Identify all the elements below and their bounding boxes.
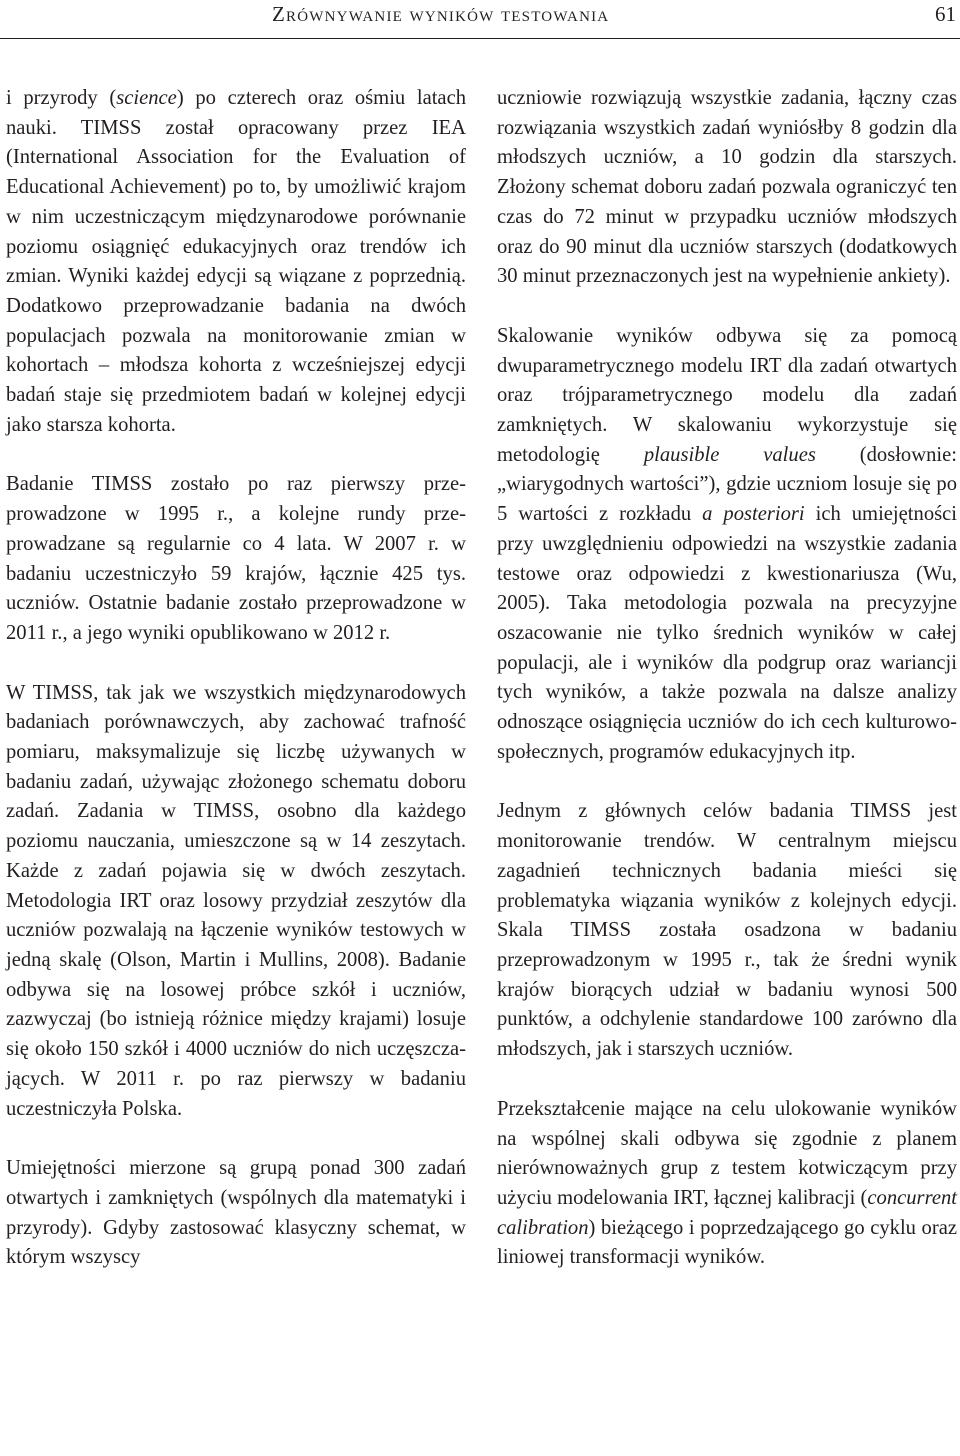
text-run: Przekształcenie mające na celu ulokowanie wyników na wspólnej skali odbywa się zgodnie z planem nierównoważnych grup z testem kotwiczącym przy użyciu modelowania IRT, łącznej kalibracji ( [497, 1097, 957, 1209]
text-run: ) bieżącego i poprzedzającego go cyklu oraz liniowej transformacji wyników. [497, 1216, 957, 1269]
paragraph [497, 1095, 957, 1273]
italic-term: a posteriori [702, 503, 805, 526]
text-run: (dosłownie: „wiarygodnych wartości”), gdzie uczniom losuje się po 5 wartości z rozkładu [497, 443, 957, 526]
paragraph [6, 84, 466, 440]
page-header [0, 0, 960, 39]
right-column [497, 84, 957, 1303]
text-run: ich umiejętności przy uwzględnieniu odpowiedzi na wszystkie zadania testowe oraz odpowiedzi z kwestionariusza (Wu, 2005). Taka metodologia pozwala na precyzyjne oszacowanie nie tylko średnich wyników w całej populacji, ale i wyników dla podgrup oraz wariancji tych wyników, a także pozwala na dalsze analizy odnoszące osiągnięcia uczniów do ich cech kulturowo-społecznych, programów edukacyjnych itp. [497, 503, 957, 763]
paragraph: W TIMSS, tak jak we wszystkich międzynarodowych badaniach porównawczych, aby zachować trafność pomiaru, maksymalizuje się liczbę używanych w badaniu zadań, używając złożonego schematu doboru zadań. Zadania w TIMSS, osobno dla każdego poziomu nauczania, umieszczone są w 14 zeszytach. Każde z zadań pojawia się w dwóch zeszytach. Metodologia IRT oraz losowy przydział zeszytów dla uczniów pozwalają na łączenie wyników testowych w jedną skalę (Olson, Martin i Mullins, 2008). Badanie odbywa się na losowej próbce szkół i uczniów, zazwyczaj (bo istnieją różnice między krajami) losuje się około 150 szkół i 4000 uczniów do nich uczęszczających. W 2011 r. po raz pierwszy w badaniu uczestniczyła Polska. [6, 681, 466, 1120]
running-title: Zrównywanie wyników testowania [272, 2, 610, 26]
paragraph: Badanie TIMSS zostało po raz pierwszy przeprowadzone w 1995 r., a kolejne rundy przeprowadzane są regularnie co 4 lata. W 2007 r. w badaniu uczestniczyło 59 krajów, łącznie 425 tys. uczniów. Ostatnie badanie zostało przeprowadzone w 2011 r., a jego wyniki opublikowano w 2012 r. [6, 473, 466, 644]
italic-term: concurrent calibration [497, 1186, 957, 1239]
italic-term: science [116, 87, 177, 109]
text-run: ) po czterech oraz ośmiu latach nauki. TIMSS został opracowany przez IEA (International Association for the Evaluation of Educational Achievement) po to, by umożliwić krajom w nim uczestniczącym międzynarodowe porównanie poziomu osiągnięć edukacyjnych oraz trendów ich zmian. Wyniki każdej edycji są wiązane z poprzednią. Dodatkowo przeprowadzanie badania na dwóch populacjach pozwala na monitorowanie zmian w kohortach – młodsza kohorta z wcześniejszej edycji badań staje się przedmiotem badań w kolejnej edycji jako starsza kohorta. [6, 87, 467, 436]
italic-term: plausible values [643, 443, 816, 466]
left-column [6, 84, 466, 1303]
page-number: 61 [935, 2, 956, 26]
text-run: Skalowanie wyników odbywa się za pomocą dwuparametrycznego modelu IRT dla zadań otwartych oraz trójparametrycznego modelu dla zadań zamkniętych. W skalowaniu wykorzystuje się metodologię [497, 324, 957, 466]
paragraph: uczniowie rozwiązują wszystkie zadania, łączny czas rozwiązania wszystkich zadań wyniósłby 8 godzin dla młodszych uczniów, a 10 godzin dla starszych. Złożony schemat doboru zadań pozwala ograniczyć ten czas do 72 minut w przypadku uczniów młodszych oraz do 90 minut dla uczniów starszych (dodatkowych 30 minut przeznaczonych jest na wypełnienie ankiety). [497, 87, 957, 288]
paragraph [497, 322, 957, 768]
paragraph: Jednym z głównych celów badania TIMSS jest monitorowanie trendów. W centralnym miejscu zagadnień technicznych badania mieści się problematyka wiązania wyników z kolejnych edycji. Skala TIMSS została osadzona w badaniu przeprowadzonym w 1995 r., tak że średni wynik krajów biorących udział w badaniu wynosi 500 punktów, a odchylenie standardowe 100 zarówno dla młodszych, jak i starszych uczniów. [497, 800, 957, 1061]
paragraph: Umiejętności mierzone są grupą ponad 300 zadań otwartych i zamkniętych (wspólnych dla matematyki i przyrody). Gdyby zastosować klasyczny schemat, w którym wszyscy [6, 1157, 466, 1269]
text-run: i przyrody ( [6, 87, 117, 109]
